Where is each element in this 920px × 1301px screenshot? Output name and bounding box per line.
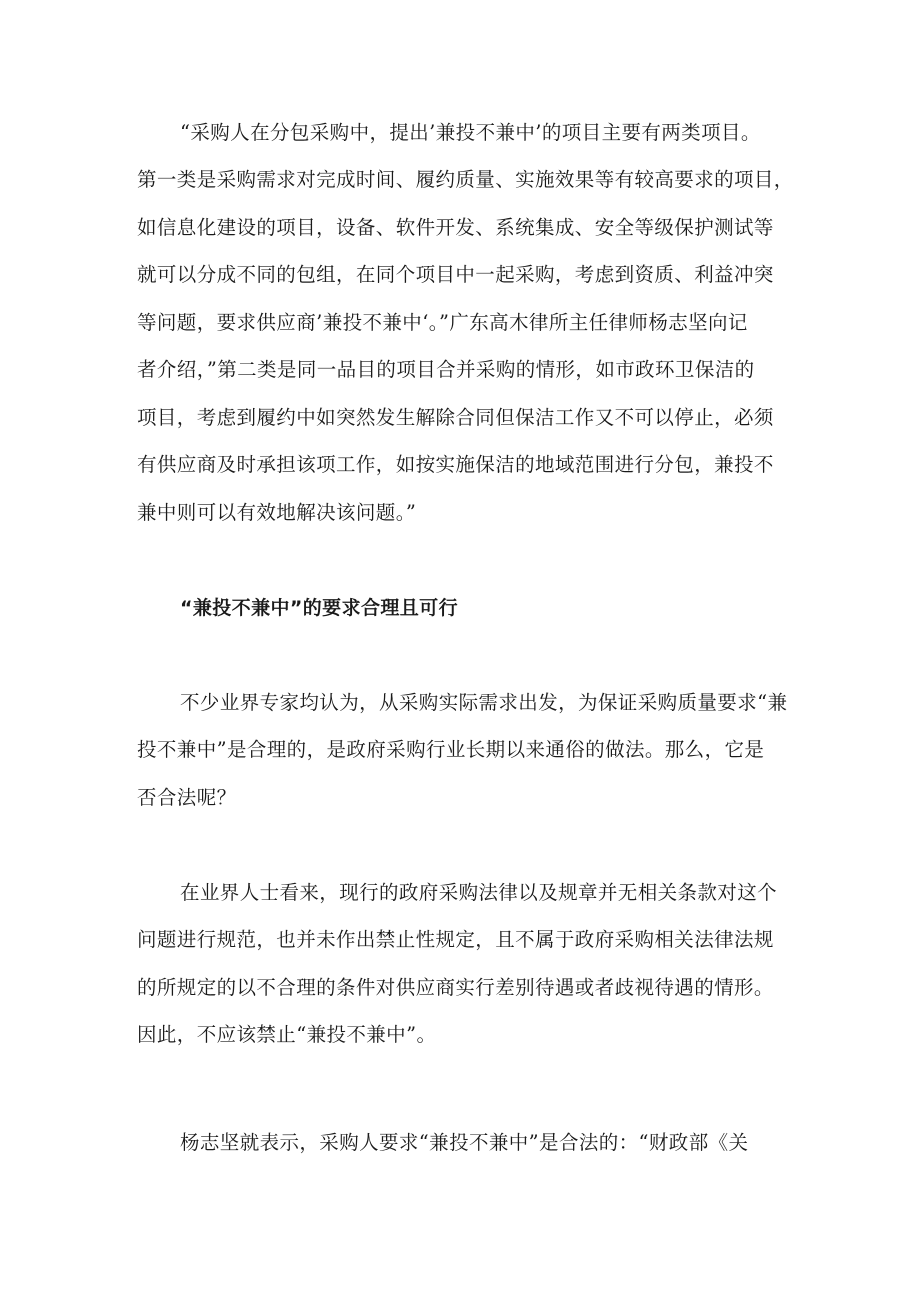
text-line: 在业界人士看来，现行的政府采购法律以及规章并无相关条款对这个 (180, 881, 778, 904)
text-line: 杨志坚就表示，采购人要求“兼投不兼中”是合法的：“财政部《关 (180, 1131, 749, 1154)
text-line: 兼中则可以有效地解决该问题。” (137, 501, 417, 524)
text-line: 有供应商及时承担该项工作，如按实施保洁的地域范围进行分包，兼投不 (137, 453, 774, 476)
text-line: 投不兼中”是合理的，是政府采购行业长期以来通俗的做法。那么，它是 (137, 738, 765, 761)
text-line: 问题进行规范，也并未作出禁止性规定，且不属于政府采购相关法律法规 (137, 928, 774, 951)
text-line: 者介绍，”第二类是同一品目的项目合并采购的情形，如市政环卫保洁的 (137, 358, 755, 381)
text-line: “采购人在分包采购中，提出’兼投不兼中’的项目主要有两类项目。 (180, 121, 761, 144)
text-line: 第一类是采购需求对完成时间、履约质量、实施效果等有较高要求的项目， (137, 168, 794, 191)
text-line: 项目，考虑到履约中如突然发生解除合同但保洁工作又不可以停止，必须 (137, 406, 774, 429)
text-line: 因此，不应该禁止“兼投不兼中”。 (137, 1023, 437, 1046)
text-line: 的所规定的以不合理的条件对供应商实行差别待遇或者歧视待遇的情形。 (137, 976, 774, 999)
text-line: 否合法呢？ (137, 786, 237, 809)
text-line: 如信息化建设的项目，设备、软件开发、系统集成、安全等级保护测试等 (137, 216, 774, 239)
text-line: 等问题，要求供应商’兼投不兼中‘。”广东高木律所主任律师杨志坚向记 (137, 311, 748, 334)
text-line: 就可以分成不同的包组，在同个项目中一起采购，考虑到资质、利益冲突 (137, 263, 774, 286)
section-heading: “兼投不兼中”的要求合理且可行 (180, 597, 458, 619)
text-line: 不少业界专家均认为，从采购实际需求出发，为保证采购质量要求“兼 (180, 691, 788, 714)
